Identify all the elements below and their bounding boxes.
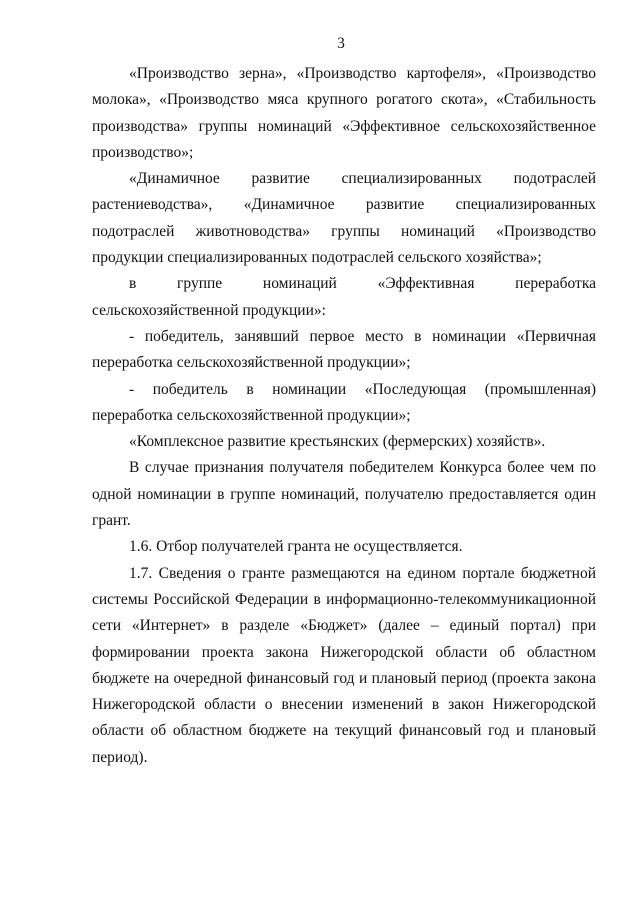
paragraph-processing-group: в группе номинаций «Эффективная переработка сельскохозяйственной продукции»: <box>92 275 596 319</box>
document-page <box>92 34 596 771</box>
paragraph-section-1-6: 1.6. Отбор получателей гранта не осуществляется. <box>129 538 463 556</box>
paragraph-farm-development: «Комплексное развитие крестьянских (фермерских) хозяйств». <box>129 433 546 451</box>
page-number: 3 <box>337 35 345 52</box>
paragraph-production-nominations: «Производство зерна», «Производство картофеля», «Производство молока», «Производство мяса крупного рогатого скота», «Стабильность производства» группы номинаций «Эффективное сельскохозяйственное производство»; <box>92 65 596 161</box>
paragraph-dynamic-development-nominations: «Динамичное развитие специализированных подотраслей растениеводства», «Динамичное развитие специализированных подотраслей животноводства» группы номинаций «Производство продукции специализированных подотраслей сельского хозяйства»; <box>92 170 596 267</box>
paragraph-primary-processing-winner: - победитель, занявший первое место в номинации «Первичная переработка сельскохозяйственной продукции»; <box>92 327 596 372</box>
paragraph-secondary-processing-winner: - победитель в номинации «Последующая (промышленная) переработка сельскохозяйственной продукции»; <box>92 380 596 424</box>
paragraph-multiple-nominations: В случае признания получателя победителем Конкурса более чем по одной номинации в группе номинаций, получателю предоставляется один грант. <box>92 459 596 530</box>
paragraph-section-1-7: 1.7. Сведения о гранте размещаются на едином портале бюджетной системы Российской Федерации в информационно-телекоммуникационной сети «Интернет» в разделе «Бюджет» (далее – единый портал) при формировании проекта закона Нижегородской области об областном бюджете на очередной финансовый год и плановый период (проекта закона Нижегородской области о внесении изменений в закон Нижегородской области об областном бюджете на текущий финансовый год и плановый период). <box>92 564 596 766</box>
